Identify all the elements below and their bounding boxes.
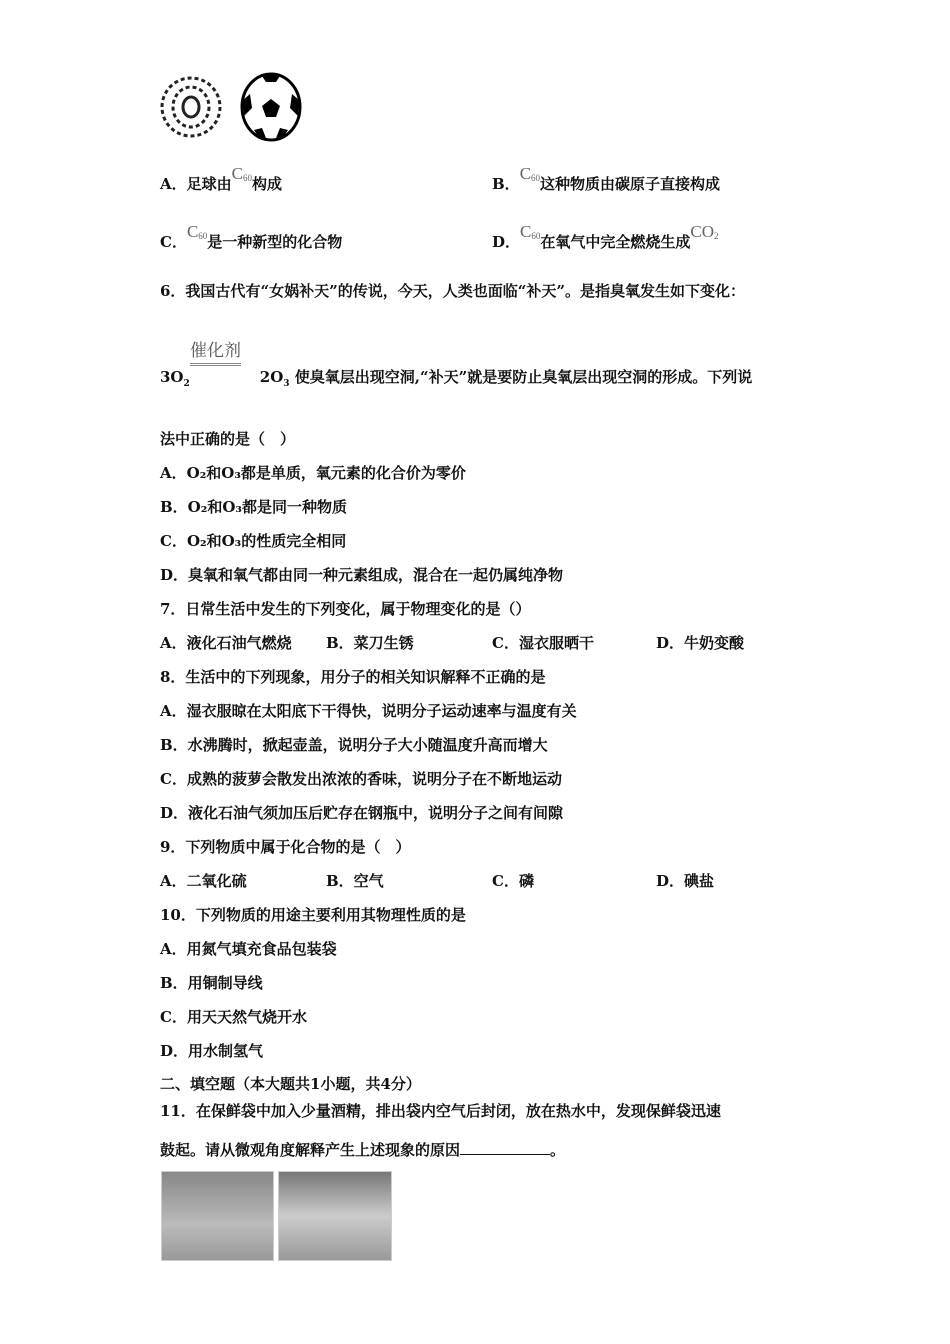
q9-option-c: C．磷 — [492, 872, 534, 890]
q6-option-b: B．O₂和O₃都是同一种物质 — [160, 498, 347, 516]
q6-option-a: A．O₂和O₃都是单质，氧元素的化合价为零价 — [160, 464, 466, 482]
q8-stem: 8．生活中的下列现象，用分子的相关知识解释不正确的是 — [160, 668, 546, 686]
q7-option-c: C．湿衣服晒干 — [492, 634, 594, 652]
catalyst-label: 催化剂 — [190, 342, 241, 366]
q6-stem-cont: 法中正确的是（ ） — [160, 430, 296, 448]
q10-option-c: C．用天天然气烧开水 — [160, 1008, 307, 1026]
q6-option-c: C．O₂和O₃的性质完全相同 — [160, 532, 347, 550]
soccer-ball-image — [240, 72, 302, 142]
q5-option-c: C．$C_{60}$是一种新型的化合物 — [160, 222, 343, 251]
c60-molecule-image — [160, 76, 222, 138]
q11-stem-cont: 鼓起。请从微观角度解释产生上述现象的原因 。 — [160, 1141, 566, 1159]
q5-option-d: D．$C_{60}$在氧气中完全燃烧生成$CO_2$ — [492, 222, 719, 251]
q6-equation-line: $3O_2$ $2O_3$ 使臭氧层出现空洞,“补天”就是要防止臭氧层出现空洞的形成。下列说 — [160, 368, 753, 389]
q6-stem: 6．我国古代有“女娲补天”的传说，今天，人类也面临“补天”。是指臭氧发生如下变化： — [160, 282, 745, 300]
bag-inflated-photo — [278, 1171, 392, 1261]
q5-option-b: B．$C_{60}$这种物质由碳原子直接构成 — [492, 164, 721, 193]
q10-option-d: D．用水制氢气 — [160, 1042, 264, 1060]
q10-stem: 10．下列物质的用途主要利用其物理性质的是 — [160, 906, 466, 924]
section-heading: 二、填空题（本大题共1小题，共4分） — [160, 1075, 421, 1093]
q8-option-d: D．液化石油气须加压后贮存在钢瓶中，说明分子之间有间隙 — [160, 804, 564, 822]
q7-option-d: D．牛奶变酸 — [656, 634, 745, 652]
q9-option-b: B．空气 — [326, 872, 384, 890]
q8-option-c: C．成熟的菠萝会散发出浓浓的香味，说明分子在不断地运动 — [160, 770, 562, 788]
q10-option-a: A．用氮气填充食品包装袋 — [160, 940, 337, 958]
q6-option-d: D．臭氧和氧气都由同一种元素组成，混合在一起仍属纯净物 — [160, 566, 564, 584]
q5-option-a: A．足球由$C_{60}$构成 — [160, 164, 283, 193]
q7-option-a: A．液化石油气燃烧 — [160, 634, 292, 652]
q9-stem: 9．下列物质中属于化合物的是（ ） — [160, 838, 411, 856]
q7-stem: 7．日常生活中发生的下列变化，属于物理变化的是（） — [160, 600, 531, 618]
q8-option-a: A．湿衣服晾在太阳底下干得快，说明分子运动速率与温度有关 — [160, 702, 577, 720]
q9-option-d: D．碘盐 — [656, 872, 715, 890]
q11-stem: 11．在保鲜袋中加入少量酒精，排出袋内空气后封闭，放在热水中，发现保鲜袋迅速 — [160, 1102, 721, 1120]
q7-option-b: B．菜刀生锈 — [326, 634, 414, 652]
answer-blank[interactable] — [460, 1140, 550, 1155]
bag-before-photo — [161, 1171, 274, 1261]
q9-option-a: A．二氧化硫 — [160, 872, 247, 890]
q8-option-b: B．水沸腾时，掀起壶盖，说明分子大小随温度升高而增大 — [160, 736, 548, 754]
q10-option-b: B．用铜制导线 — [160, 974, 263, 992]
